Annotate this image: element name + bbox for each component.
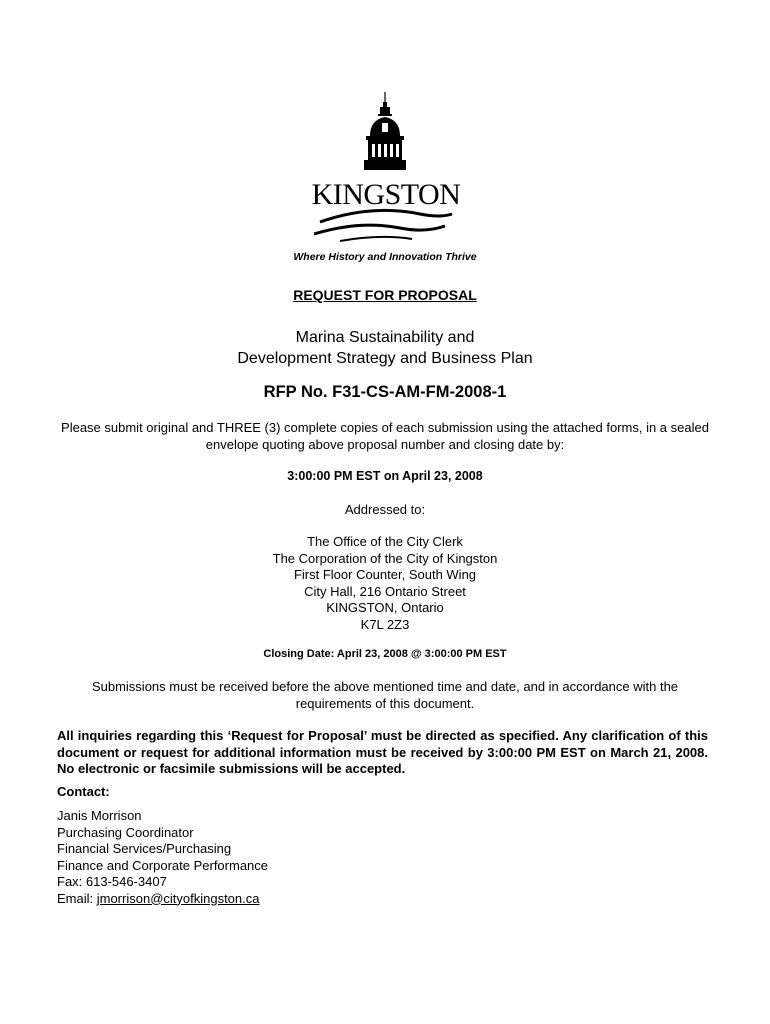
address-line: K7L 2Z3	[360, 616, 410, 632]
email-link[interactable]: jmorrison@cityofkingston.ca	[96, 890, 260, 906]
contact-department: Financial Services/Purchasing	[57, 841, 232, 856]
address-line: KINGSTON, Ontario	[326, 600, 444, 615]
title-line: Marina Sustainability and	[295, 329, 475, 346]
contact-role: Purchasing Coordinator	[57, 824, 194, 840]
submission-instructions: Please submit original and THREE (3) complete copies of each submission using the attached forms, in a sealed envelope quoting above proposal number and closing date by:	[61, 420, 709, 452]
submissions-note: Submissions must be received before the above mentioned time and date, and in accordance with the requirements of this document.	[91, 679, 679, 711]
deadline: 3:00:00 PM EST on April 23, 2008	[287, 469, 483, 483]
address-line: City Hall, 216 Ontario Street	[304, 583, 466, 599]
document-title	[0, 327, 770, 369]
rfp-number: RFP No. F31-CS-AM-FM-2008-1	[263, 383, 507, 401]
logo-wordmark: KINGSTON	[311, 178, 461, 211]
city-hall-dome-icon	[300, 90, 470, 245]
inquiries-note: All inquiries regarding this ‘Request for Proposal’ must be directed as specified. Any clarification of this document or request for additional information must be received by 3:00:00 PM EST on March 21, 2008. No electronic or facsimile submissions will be accepted.	[57, 728, 708, 776]
contact-block	[57, 808, 268, 907]
contact-division: Finance and Corporate Performance	[57, 857, 269, 873]
address-line: The Corporation of the City of Kingston	[272, 550, 498, 566]
contact-name: Janis Morrison	[57, 808, 142, 823]
kingston-logo	[300, 90, 470, 245]
address-line: The Office of the City Clerk	[307, 534, 463, 549]
document-heading: REQUEST FOR PROPOSAL	[293, 287, 477, 303]
contact-label: Contact:	[57, 784, 110, 799]
contact-fax: Fax: 613-546-3407	[57, 874, 167, 889]
addressed-to-label: Addressed to:	[344, 502, 426, 517]
address-line: First Floor Counter, South Wing	[293, 567, 477, 582]
title-line: Development Strategy and Business Plan	[237, 350, 533, 367]
tagline: Where History and Innovation Thrive	[293, 251, 477, 263]
contact-email-line	[57, 891, 268, 908]
closing-date: Closing Date: April 23, 2008 @ 3:00:00 PM EST	[263, 648, 507, 660]
mailing-address	[0, 534, 770, 633]
email-prefix: Email:	[57, 890, 97, 906]
